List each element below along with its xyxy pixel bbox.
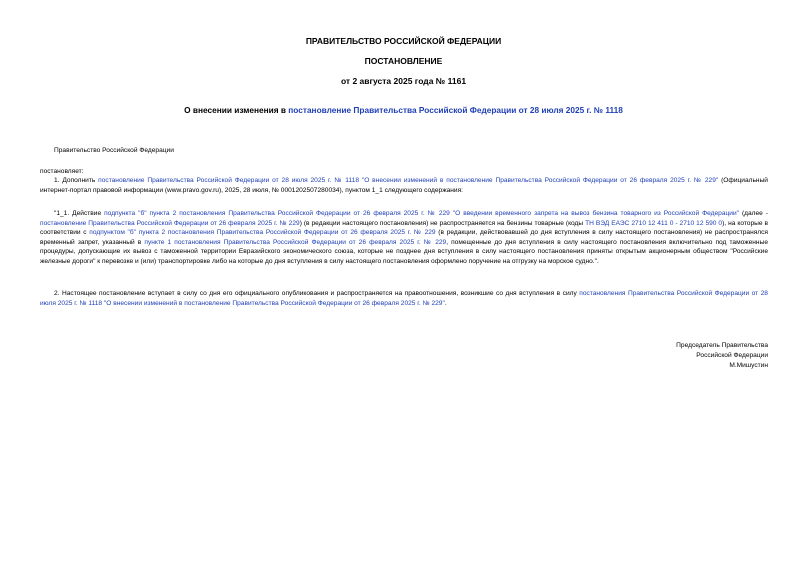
paragraph-1 xyxy=(40,176,768,195)
quote-text-3: ) (в редакции настоящего постановления) не распространяется на бензины товарные (коды xyxy=(299,219,586,227)
document-type: ПОСТАНОВЛЕНИЕ xyxy=(364,56,443,66)
paragraph-2 xyxy=(40,289,768,308)
subject-link[interactable]: постановление Правительства Российской Федерации от 28 июля 2025 г. № 1118 xyxy=(288,105,623,115)
document-date-number: от 2 августа 2025 года № 1161 xyxy=(340,76,467,86)
p2-text-1: 2. Настоящее постановление вступает в силу со дня его официального опубликования и распространяется на правоотношения, возникшие со дня вступления в силу xyxy=(54,290,580,297)
issuer: Правительство Российской Федерации xyxy=(54,147,174,154)
p2-link-1[interactable]: постановления Правительства Российской Федерации от 28 июля 2025 г. № 1118 "О внесении изменений в постановление Правительства Российской Федерации от 26 февраля 2025 г. № 229" xyxy=(40,290,768,307)
p1-link-1[interactable]: постановление Правительства Российской Федерации от 28 июля 2025 г. № 1118 "О внесении изменений в постановление Правительства Российской Федерации от 26 февраля 2025 г. № 229" xyxy=(98,177,719,184)
signature-block xyxy=(676,341,768,371)
p1-text-1: 1. Дополнить xyxy=(54,177,99,184)
signature-organization: Российской Федерации xyxy=(696,352,768,359)
quote-link-4[interactable]: подпунктом "б" пункта 2 постановления Правительства Российской Федерации от 26 февраля 2025 г. № 229 xyxy=(89,229,436,237)
quote-text-1: "1_1. Действие xyxy=(54,210,105,217)
p2-text-2: . xyxy=(444,299,447,307)
subject-prefix: О внесении изменения в xyxy=(184,105,289,115)
signature-position: Председатель Правительства xyxy=(676,342,768,349)
government-title: ПРАВИТЕЛЬСТВО РОССИЙСКОЙ ФЕДЕРАЦИИ xyxy=(305,36,502,46)
quote-link-2[interactable]: постановление Правительства Российской Федерации от 26 февраля 2025 г. № 229 xyxy=(40,219,300,227)
signature-name: М.Мишустин xyxy=(729,362,768,369)
decides: постановляет: xyxy=(40,168,84,175)
quote-link-5[interactable]: пункте 1 постановления Правительства Российской Федерации от 26 февраля 2025 г. № 229 xyxy=(144,238,447,246)
quoted-paragraph xyxy=(40,209,768,267)
quote-link-3[interactable]: ТН ВЭД ЕАЭС 2710 12 411 0 - 2710 12 590 0 xyxy=(585,219,723,227)
quote-text-4: ), на которые в соответствии с xyxy=(40,219,768,237)
quote-text-2: (далее - xyxy=(738,210,769,217)
document-subject xyxy=(0,105,807,115)
quote-text-6: , помещенные до дня вступления в силу настоящего постановления включительно под таможенные процедуры, допускающие их вывоз с таможенной территории Евразийского экономического союза, которые не позднее дня вступления в силу настоящего постановления приняты открытым акционерным обществом "Российские железные дороги" к перевозке и (или) транспортировке либо на которые до дня вступления в силу настоящего постановления оформлено поручение на отгрузку на морское судно.". xyxy=(40,238,768,265)
quote-text-5: (в редакции, действовавшей до дня вступления в силу настоящего постановления) не распространялся временный запрет, указанный в xyxy=(40,229,768,246)
p1-text-2: (Официальный интернет-портал правовой информации (www.pravo.gov.ru), 2025, 28 июля, № 0001202507280034), пунктом 1_1 следующего содержания: xyxy=(40,177,768,194)
quote-link-1[interactable]: подпункта "б" пункта 2 постановления Правительства Российской Федерации от 26 февраля 2025 г. № 229 "О введении временного запрета на вывоз бензина товарного из Российской Федерации" xyxy=(104,210,739,217)
